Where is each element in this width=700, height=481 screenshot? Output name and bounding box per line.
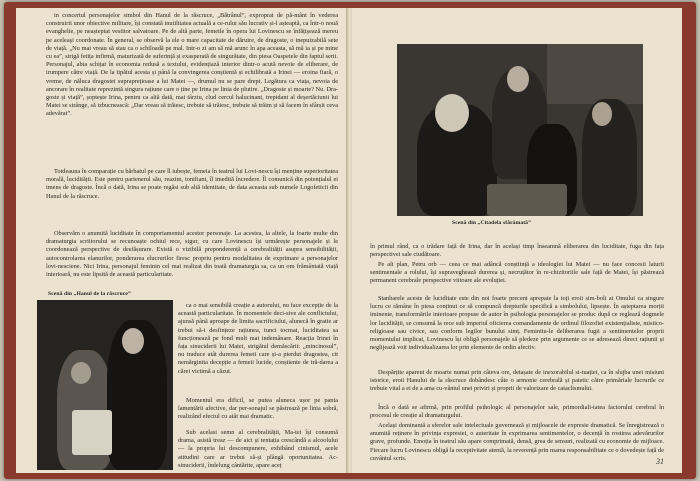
page-number: 31 (656, 457, 664, 466)
text-block: Încă o dată se afirmă, prin profilul psihologic al personajelor sale, primordiali-tatea factorului cerebral în procesul de creație al dramaturgului. (370, 404, 664, 420)
table-prop (487, 184, 567, 216)
text-block: Pe alt plan, Petru orb — ceea ce mai adâncă conștiință a ideologiei lui Matei — nu face concesii laturii sentimentale a rolului, își supraveghează durerea și, necruțător în re-chizitoriile sale față de Matei, își păstrează permanent cerebrale perspective viitoare ale evoluției. (370, 261, 664, 285)
text-block: Momentul era dificil, se putea aluneca ușor pe panta lamentării afective, dar per-sonajul se păstrează pe linia sobră, realizând efectul cu atât mai dramatic. (178, 397, 338, 421)
text-block: Observăm o anumită luciditate în comportamentul acestor personaje. La acestea, la altele, la foarte multe din dramaturgia scriitorului se recunoaște ochiul rece, sigur, cu care Lovinescu își urmărește personajele și le coordonează perspective de desfășurare. Există o vizibilă preponderență a cerebralității asupra sensibilității, autocontrolarea elanurilor, ponderarea elucrurilor firesc propriu pentru modalitatea de exprimare a personajelor lovi-nesciene. Nici Irina, personajul feminin cel mai realizat din toată dramaturgia sa, ca un om frământată viață interioară, nu este lipsită de această particularitate. (46, 230, 338, 279)
text-block: ca o mai sensibilă creație a autorului, nu face excepție de la această particularitate. În momentele deci-sive ale conflictului, ajunsă până aproape de limita sacrificiului, alunecă în gratie ar trebui să-i desfințeze rațiunea, tunci tocmai, luciditatea sa funcționează pe fond mult mai indemânare. Reacția Irinei în fața sinuciderii lui Matei, strigătul demăscărit: „mincinosul”, nu traduce atât durerea femeii care și-a pierdut dragostea, cit nemărginita decepție a femeii lucide, conștiente de tră-darea a cărei victimă a căzut. (178, 302, 338, 375)
scene-photo (397, 44, 643, 216)
text-block: Sub acelasi semn al cerebralității, Ma-tei își consumă drama, asistă treaz — de aici și tentația crescândă a alcoolului — la propria lui descompunere, exhibând cinismul, acele atitudini care ar trebui să-și plângă oportunitatea. Ac-sinuciderii, îndelung cântărite, apare aceț (178, 429, 338, 469)
text-block: Totdeauna în comparație cu bărbatul pe care îl iubește, femeia în teatrul lui Lovi-nescu își menține superioritatea morală, lucidității. Este pentru partenerul său, reazim, tonifiant, îl imedită încredere. Îl comunică din potențialul ei imens de dragoste. Încă o dată, Irina se poate regăsi sub altă identitate, de data aceasta sub numele Logofeticii din Hanul de la răscruce. (46, 168, 338, 200)
face (71, 362, 91, 384)
scene-photo (37, 300, 173, 470)
face (435, 94, 469, 132)
right-page (352, 8, 682, 473)
photo-caption: Scenă din „Citadela sfărâmată” (452, 220, 531, 226)
face (592, 102, 612, 126)
background-wall (547, 44, 643, 104)
text-block: Stanbarele aceste de luciditate este din noi foarte precent aprepate la toți eroii sim-boli ai Omului ca singure lucru ce rămâne în piesa conținut ce să compuncă drepturile specifică a simbolului, lipsește. În așteptarea morții iminente, transformările interioare propuse de autor în psihologia personajelor se produc după ce reglează dogmele lor lucidității, se consumă la rece sub imperiul oficierea comandamente de ordinul filozofiei existențialiste, mistico-religioase sau civice, sau conform legilor bunului simț. Feminitu-le deliberarea fugii a sentimentelor proprii momentului implicat, Lovinescu își obligă personajele să pledeze prin argumente ce se adresează direct rațiunii și neglijează voit individualizarea lor prin elemente de ordin afectiv. (370, 295, 664, 352)
text-block: Despărțite aparent de moarte numai prin câteva ore, detașate de inexorabilul si-tuației, ca în slujba unei misiuni istorice, eroii Hanului de la răscruce dobândesc câte o armonie cerebrală și patetic către primăriale lucrurile ce trebuie vital a ei de a ama cu-vântul unei priviri și proprii de valorizare de cataclismului. (370, 369, 664, 393)
left-page (16, 8, 347, 473)
paper-prop (72, 410, 112, 455)
face (507, 66, 529, 92)
photo-caption: Scenă din „Hanul de la răscruce” (48, 291, 131, 297)
text-block: Același dominantă a sferelor sale intelectuale guvernează și mijloacele de expresie dramatică. Se înregistrează o anumită reținere în privința expresiei, o auteritate în exprimarea sentimentelor, o decență în rostirea adevărurilor grave, profunde. Emoția în teatrul său apare comprimată, densă, grea de sensuri, realizată cu economie de mijloace. Fiecare lucru Lovinescu obligă la receptivitate atentă, la reverență prin marea responsabilitate ce o dovedește față de cuvântul scris. (370, 422, 664, 462)
text-block: în primul rând, ca o trădare față de Irina, dar în același timp înseamnă eliberarea din luciditate, fuga din fața perspectivei sale ciudătoare. (370, 243, 664, 259)
face (122, 328, 144, 354)
text-block: in concertul personajelor simbol din Hanul de la răscruce, „Bătrânul”, exproprat de pă-mânt în vederea construirii unor obiective militare, își constată inutilitatea actuală a ce-rului său lucrativ și-l așteaptă, ca într-o nouă evanghelie, pe neașteptat vestitor salvatoare. Pe de altă parte, femeile în opera lui Lovinescu se înfățișează mereu pe aceleași coordonate. În general, se observă la ele o mare capacitate de dăruire, de dragoste, o inepuizabilă sete de viață. „Nu mai vreau să stau ca o schiloadă pe mal. Intr-o zi am să mă arunc în apa aceasta, să mă ia și pe mine cu ea”, strigă fetița infirmă, maturizată de suferință și exasperată de singurătate, din piesa Oaspetele din faptul serii. Personajul, abia schițat în economia redusă a textului, evidențiază interior dintr-o acută nevoie de eliberare, de irumpere către viață. De la tipătul acesta și până la convingerea conștientă și echilibrată a Irinei — eroina fiară, o vreme, de năluca dragostei supraprețioase a lui Matei —, drumul nu se pare drept. Legătura ca viața, nevoia de ancorare în realitate reprezintă singura rațiune care o ține pe Irina pe linia de plutire. „Dragoste și moarte? Nu. Dra-goste și viață”, șoptește Irina, pentru ca altă dată, mai târziu, clud cercul halucinant, trepidant al deșertăciunii lui Matei se strânge, să izbucnească: „Dar vreau să trăiesc, trebuie să trăiesc, trebuie să trăim și să facem în sfârșit ceva adevărat”. (46, 12, 338, 118)
